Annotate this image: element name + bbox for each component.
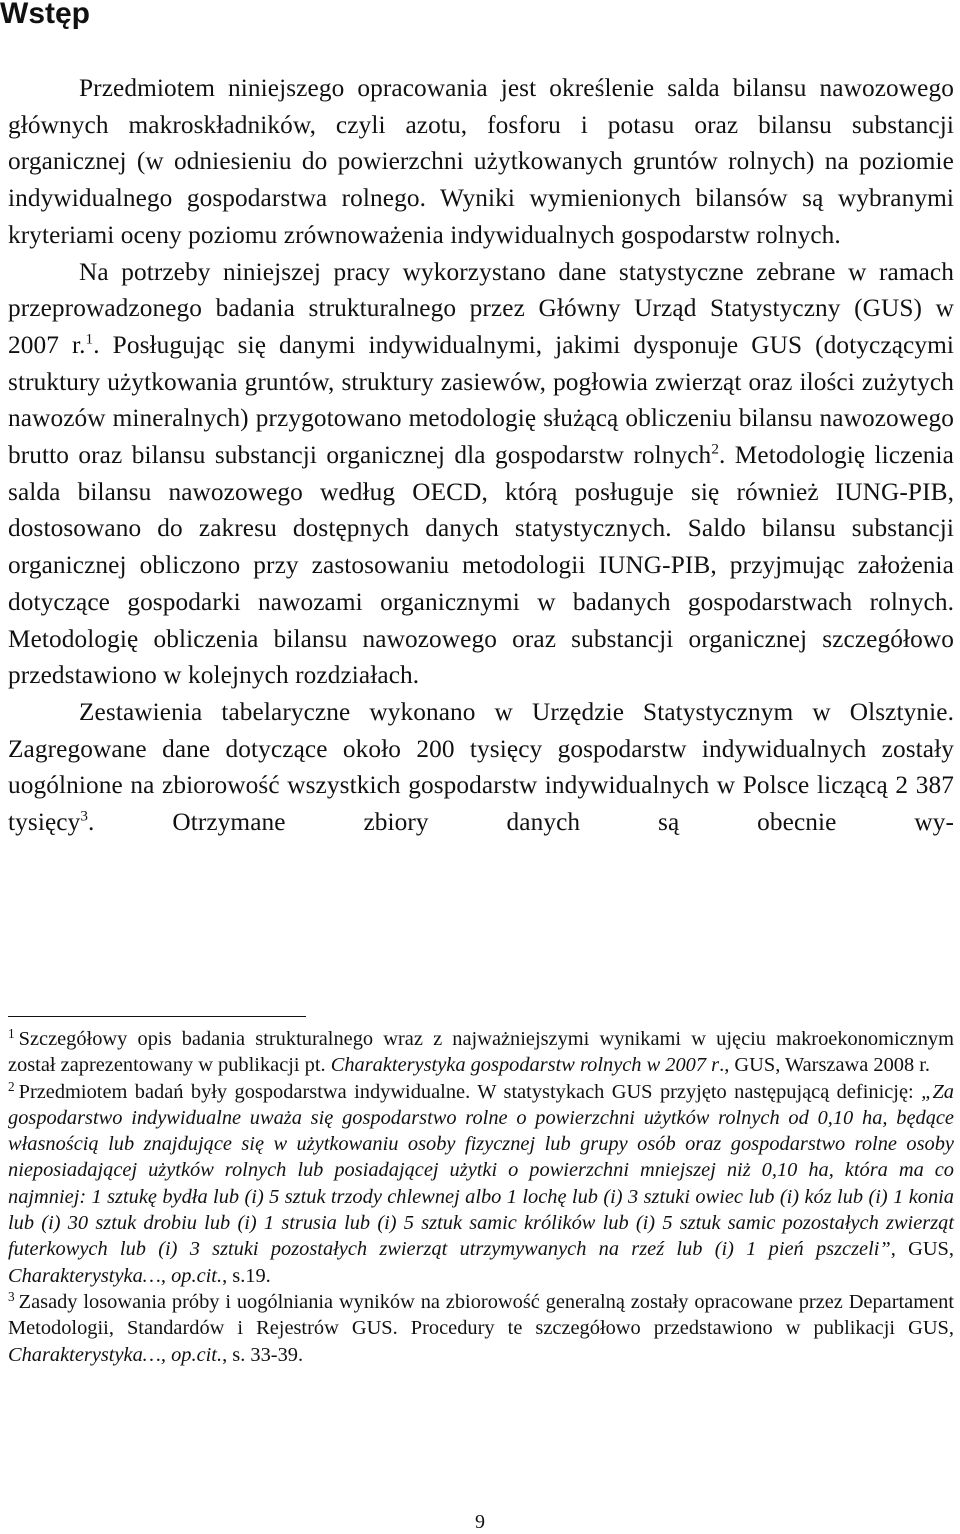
footnote-2-text: Przedmiotem badań były gospodarstwa indywidualne. W statystykach GUS przyjęto następującą definicję: — [18, 1080, 922, 1103]
footnote-3-text: Zasady losowania próby i uogólniania wyników na zbiorowość generalną zostały opracowane przez Departament Metodologii, Standardów i Rejestrów GUS. Procedury te szczegółowo przedstawiono w publikacji GUS, — [8, 1290, 954, 1340]
footnote-3-reference: Charakterystyka…, op.cit. — [8, 1343, 223, 1366]
paragraph-3 — [8, 694, 954, 841]
footnote-3-text-end: , s. 33-39. — [222, 1343, 304, 1366]
footnote-ref-1[interactable]: 1 — [85, 330, 94, 348]
paragraph-3-text-a: Zestawienia tabelaryczne wykonano w Urzędzie Statystycznym w Olsztynie. Zagregowane dane dotyczące około 200 tysięcy gospodarstw indywidualnych zostały uogólnione na zbiorowość wszystkich gospodarstw indywidualnych w Polsce liczącą 2 387 tysięcy — [8, 697, 954, 837]
footnote-2-text-mid: , GUS, — [890, 1238, 954, 1261]
footnote-separator — [8, 1016, 306, 1017]
footnotes — [8, 1026, 954, 1368]
footnote-2-text-end: , s.19. — [222, 1264, 271, 1287]
paragraph-2-text-a: Na potrzeby niniejszej pracy wykorzystano dane statystyczne zebrane w ramach przeprowadzonego badania strukturalnego przez Główny Urząd Statystyczny (GUS) w 2007 r. — [8, 257, 954, 359]
footnote-3 — [8, 1289, 954, 1368]
paragraph-2 — [8, 254, 954, 694]
footnote-ref-3[interactable]: 3 — [80, 807, 89, 825]
footnote-2-reference: Charakterystyka…, op.cit. — [8, 1264, 223, 1287]
footnote-1-text-end: ., GUS, Warszawa 2008 r. — [719, 1054, 931, 1077]
paragraph-2-text-c: . Metodologię liczenia salda bilansu nawozowego według OECD, którą posługuje się również IUNG-PIB, dostosowano do zakresu dostępnych danych statystycznych. Saldo bilansu substancji organicznej obliczono przy zastosowaniu metodologii IUNG-PIB, przyjmując założenia dotyczące gospodarki nawozami organicznymi w badanych gospodarstwach rolnych. Metodologię obliczenia bilansu nawozowego oraz substancji organicznej szczegółowo przedstawiono w kolejnych rozdziałach. — [8, 441, 954, 690]
page-number: 9 — [475, 1511, 485, 1533]
footnote-2-definition-quote: „Za gospodarstwo indywidualne uważa się gospodarstwo rolne o powierzchni użytków rolnych od 0,10 ha, będące własnością lub znajdujące się w użytkowaniu osoby fizycznej lub grupy osób oraz gospodarstwo rolne osoby nieposiadającej użytków rolnych lub posiadającej użytki o powierzchni mniejszej niż 0,10 ha, która ma co najmniej: 1 sztukę bydła lub (i) 5 sztuk trzody chlewnej albo 1 lochę lub (i) 3 sztuki owiec lub (i) kóz lub (i) 1 konia lub (i) 30 sztuk drobiu lub (i) 1 strusia lub (i) 5 sztuk samic królików lub (i) 5 sztuk samic pozostałych zwierząt futerkowych lub (i) 3 sztuki pozostałych zwierząt utrzymywanych na rzeź lub (i) 1 pień pszczeli” — [8, 1080, 954, 1261]
footnote-2-number: 2 — [8, 1078, 15, 1094]
footnote-1-text: Szczegółowy opis badania strukturalnego wraz z najważniejszymi wynikami w ujęciu makroekonomicznym został zaprezentowany w publikacji pt. — [8, 1028, 954, 1077]
paragraph-1-text: Przedmiotem niniejszego opracowania jest określenie salda bilansu nawozowego głównych makroskładników, czyli azotu, fosforu i potasu oraz bilansu substancji organicznej (w odniesieniu do powierzchni użytkowanych gruntów rolnych) na poziomie indywidualnego gospodarstwa rolnego. Wyniki wymienionych bilansów są wybranymi kryteriami oceny poziomu zrównoważenia indywidualnych gospodarstw rolnych. — [8, 74, 954, 249]
footnote-1 — [8, 1026, 954, 1079]
body-text — [8, 70, 954, 841]
footnote-3-number: 3 — [8, 1288, 15, 1304]
footnote-ref-2[interactable]: 2 — [711, 440, 719, 458]
paragraph-1 — [8, 70, 954, 254]
footnote-1-publication-title: Charakterystyka gospodarstw rolnych w 2007 r — [330, 1054, 720, 1077]
section-heading: Wstęp — [0, 0, 90, 30]
paragraph-2-text-b: . Posługując się danymi indywidualnymi, jakimi dysponuje GUS (dotyczącymi struktury użytkowania gruntów, struktury zasiewów, pogłowia zwierząt oraz ilości zużytych nawozów mineralnych) przygotowano metodologię służącą obliczeniu bilansu nawozowego brutto oraz bilansu substancji organicznej dla gospodarstw rolnych — [8, 330, 954, 470]
footnote-2 — [8, 1079, 954, 1289]
footnote-1-number: 1 — [8, 1026, 15, 1041]
paragraph-3-text-b: . Otrzymane zbiory danych są obecnie wy- — [88, 808, 954, 837]
